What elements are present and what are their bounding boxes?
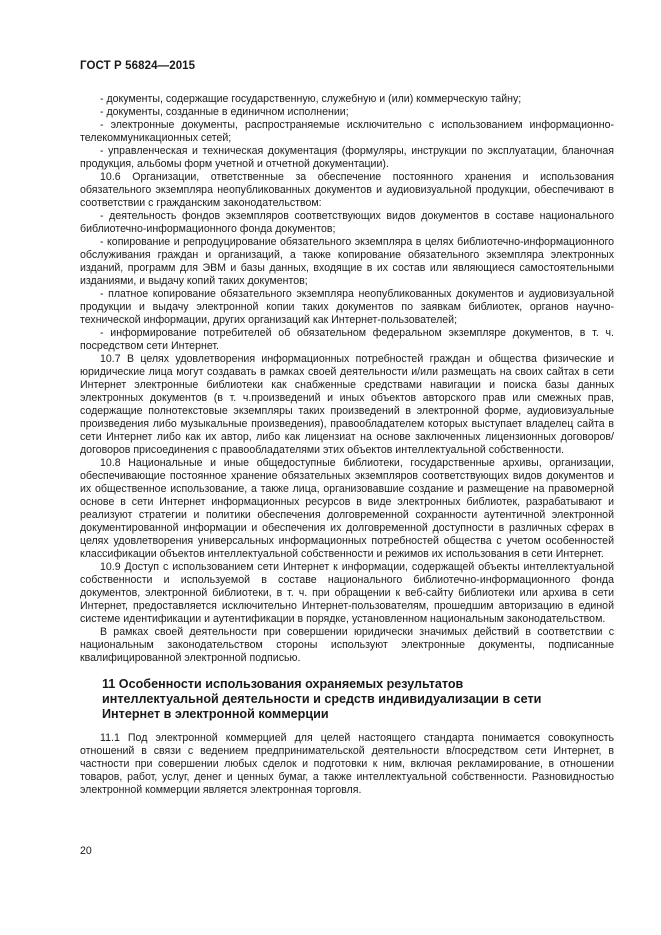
clause-10-6: 10.6 Организации, ответственные за обеспечение постоянного хранения и использования обязательного экземпляра неопубликованных документов и аудиовизуальной продукции, обеспечивают в соответствии с гражданским законодательством: (80, 171, 614, 209)
clause-11-1: 11.1 Под электронной коммерцией для целей настоящего стандарта понимается совокупность отношений в связи с ведением предпринимательской деятельности в/посредством сети Интернет, в частности при совершении любых сделок и подготовки к ним, включая рекламирование, в отношении товаров, работ, услуг, денег и ценных бумаг, а также интеллектуальной собственности. Разновидностью электронной коммерции является электронная торговля. (80, 732, 614, 796)
section-11-title: 11 Особенности использования охраняемых результатов интеллектуальной деятельности и средств индивидуализации в сети Интернет в электронной коммерции (102, 677, 542, 721)
list-item-copying: - копирование и репродуцирование обязательного экземпляра в целях библиотечно-информационного обслуживания граждан и организаций, а также копирование обязательного экземпляра электронных изданий, программ для ЭВМ и базы данных, входящие в их состав или являющиеся самостоятельными изданиями, и выдачу копий таких документов; (80, 236, 614, 287)
list-item-single-copy-documents: - документы, созданные в единичном исполнении; (100, 106, 349, 118)
list-item-informing: - информирование потребителей об обязательном федеральном экземпляре документов, в т. ч. посредством сети Интернет. (80, 327, 614, 352)
clause-10-8: 10.8 Национальные и иные общедоступные библиотеки, государственные архивы, организации, обеспечивающие постоянное хранение обязательных экземпляров соответствующих видов документов и их общественное использование, а также лица, организовавшие создание и размещение на правомерной основе в сети Интернет информационных ресурсов в виде электронных библиотек, разрабатывают и реализуют стратегии и политики обеспечения долговременной сохранности аутентичной электронной документированной информации и обеспечения их долговременной доступности в различных сферах в целях удовлетворения универсальных информационных потребностей общества с учетом особенностей классификации объектов интеллектуальной собственности и режимов их использования в сети Интернет. (80, 457, 614, 560)
document-header: ГОСТ Р 56824—2015 (80, 60, 196, 72)
list-item-management-documentation: - управленческая и техническая документация (формуляры, инструкции по эксплуатации, бланочная продукция, альбомы форм учетной и отчетной документации). (80, 145, 614, 170)
clause-10-9: 10.9 Доступ с использованием сети Интернет к информации, содержащей объекты интеллектуальной собственности и используемой в составе национального библиотечно-информационного фонда документов, электронной библиотеки, в т. ч. при обращении к веб-сайту библиотеки или архива в сети Интернет, предоставляется исключительно Интернет-пользователям, прошедшим авторизацию в единой системе идентификации и аутентификации в порядке, установленном национальным законодательством. (80, 561, 614, 625)
paragraph-legal-actions: В рамках своей деятельности при совершении юридически значимых действий в соответствии с национальным законодательством стороны используют электронные документы, подписанные квалифицированной электронной подписью. (80, 626, 614, 664)
page-number: 20 (80, 845, 92, 857)
list-item-network-documents: - электронные документы, распространяемые исключительно с использованием информационно-телекоммуникационных сетей; (80, 119, 614, 144)
list-item-classified-documents: - документы, содержащие государственную, служебную и (или) коммерческую тайну; (100, 93, 522, 105)
list-item-paid-copying: - платное копирование обязательного экземпляра неопубликованных документов и аудиовизуальной продукции и выдачу электронной копии таких документов по заявкам библиотек, органов научно-технической информации, других организаций как Интернет-пользователей; (80, 288, 614, 326)
list-item-fund-activity: - деятельность фондов экземпляров соответствующих видов документов в составе национального библиотечно-информационного фонда документов; (80, 210, 614, 235)
document-body (80, 93, 614, 797)
clause-10-7: 10.7 В целях удовлетворения информационных потребностей граждан и общества физические и юридические лица могут создавать в рамках своей деятельности и/или размещать на своих сайтах в сети Интернет электронные библиотеки как снабженные средствами навигации и поиска базы данных электронных документов (в т. ч.произведений и иных объектов авторского прав или смежных прав, содержащие полнотекстовые экземпляры таких произведений в электронной форме, аудиовизуальные произведения либо музыкальные произведения), правообладателем которых выступает владелец сайта в сети Интернет либо как их автор, либо как лицензиат на основе заключенных лицензионных договоров/договоров присоединения с правообладателями этих объектов интеллектуальной собственности. (80, 353, 614, 456)
